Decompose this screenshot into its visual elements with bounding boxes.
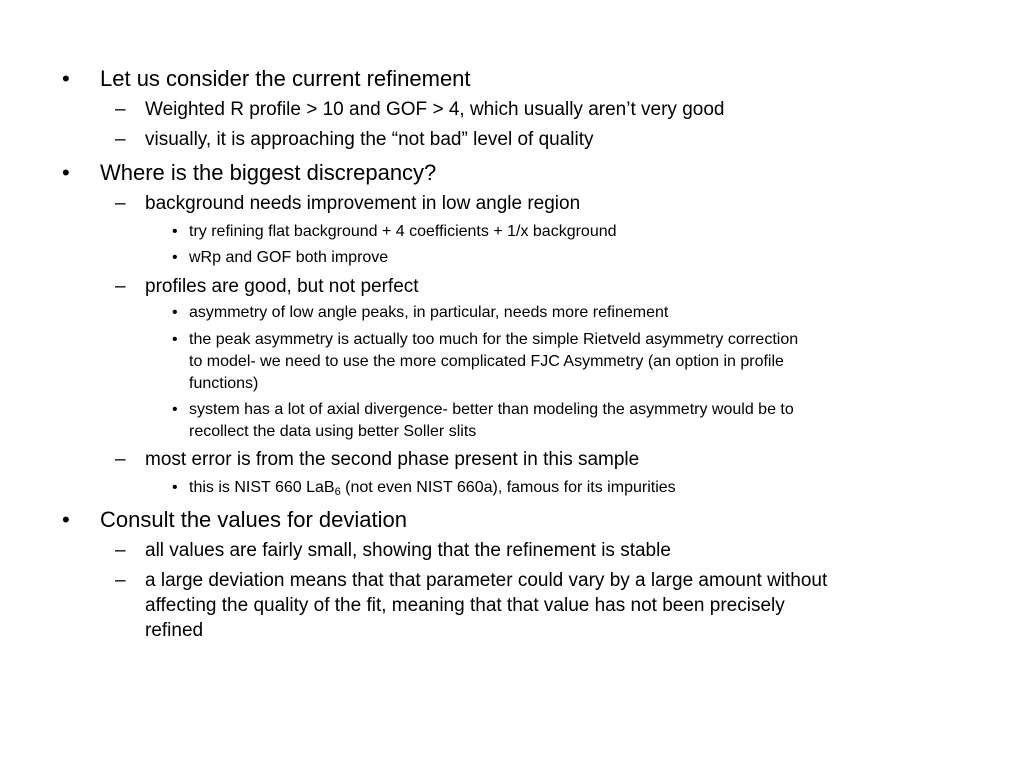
dash-marker: – xyxy=(115,449,126,470)
bullet-marker: • xyxy=(62,507,70,532)
bullet-level3-line: recollect the data using better Soller slits xyxy=(189,423,477,440)
dash-marker: – xyxy=(115,193,126,214)
dash-marker: – xyxy=(115,570,126,591)
small-bullet-marker: • xyxy=(172,401,178,418)
bullet-level1: Where is the biggest discrepancy? xyxy=(100,160,437,185)
formula-subscript: 6 xyxy=(334,486,341,498)
small-bullet-marker: • xyxy=(172,331,178,348)
bullet-level3-line: the peak asymmetry is actually too much for the simple Rietveld asymmetry correction xyxy=(189,331,799,348)
bullet-level2: all values are fairly small, showing that the refinement is stable xyxy=(145,540,671,561)
bullet-level3-line: functions) xyxy=(189,375,259,392)
bullet-level2-line: refined xyxy=(145,620,204,641)
dash-marker: – xyxy=(115,129,126,150)
bullet-level3-formula xyxy=(189,479,676,497)
bullet-level2: visually, it is approaching the “not bad” level of quality xyxy=(145,129,594,150)
small-bullet-marker: • xyxy=(172,223,178,240)
bullet-level2-line: a large deviation means that that parameter could vary by a large amount without xyxy=(145,570,828,591)
bullet-level1: Consult the values for deviation xyxy=(100,507,407,532)
bullet-level3: asymmetry of low angle peaks, in particular, needs more refinement xyxy=(189,304,669,321)
bullet-level2: profiles are good, but not perfect xyxy=(145,276,419,297)
small-bullet-marker: • xyxy=(172,249,178,266)
small-bullet-marker: • xyxy=(172,304,178,321)
dash-marker: – xyxy=(115,540,126,561)
small-bullet-marker: • xyxy=(172,479,178,496)
bullet-level2: Weighted R profile > 10 and GOF > 4, which usually aren’t very good xyxy=(145,99,725,120)
bullet-level3-line: system has a lot of axial divergence- better than modeling the asymmetry would be to xyxy=(189,401,794,418)
formula-text-before: this is NIST 660 LaB xyxy=(189,479,335,496)
bullet-marker: • xyxy=(62,160,70,185)
bullet-level3-line: to model- we need to use the more complicated FJC Asymmetry (an option in profile xyxy=(189,353,784,370)
dash-marker: – xyxy=(115,99,126,120)
bullet-level3: try refining flat background + 4 coefficients + 1/x background xyxy=(189,223,617,240)
bullet-level1: Let us consider the current refinement xyxy=(100,66,471,91)
bullet-level2: background needs improvement in low angle region xyxy=(145,193,581,214)
formula-text-after: (not even NIST 660a), famous for its impurities xyxy=(340,479,676,496)
bullet-marker: • xyxy=(62,66,70,91)
dash-marker: – xyxy=(115,276,126,297)
bullet-level3: wRp and GOF both improve xyxy=(189,249,389,266)
bullet-level2-line: affecting the quality of the fit, meaning that that value has not been precisely xyxy=(145,595,785,616)
bullet-level2: most error is from the second phase present in this sample xyxy=(145,449,640,470)
